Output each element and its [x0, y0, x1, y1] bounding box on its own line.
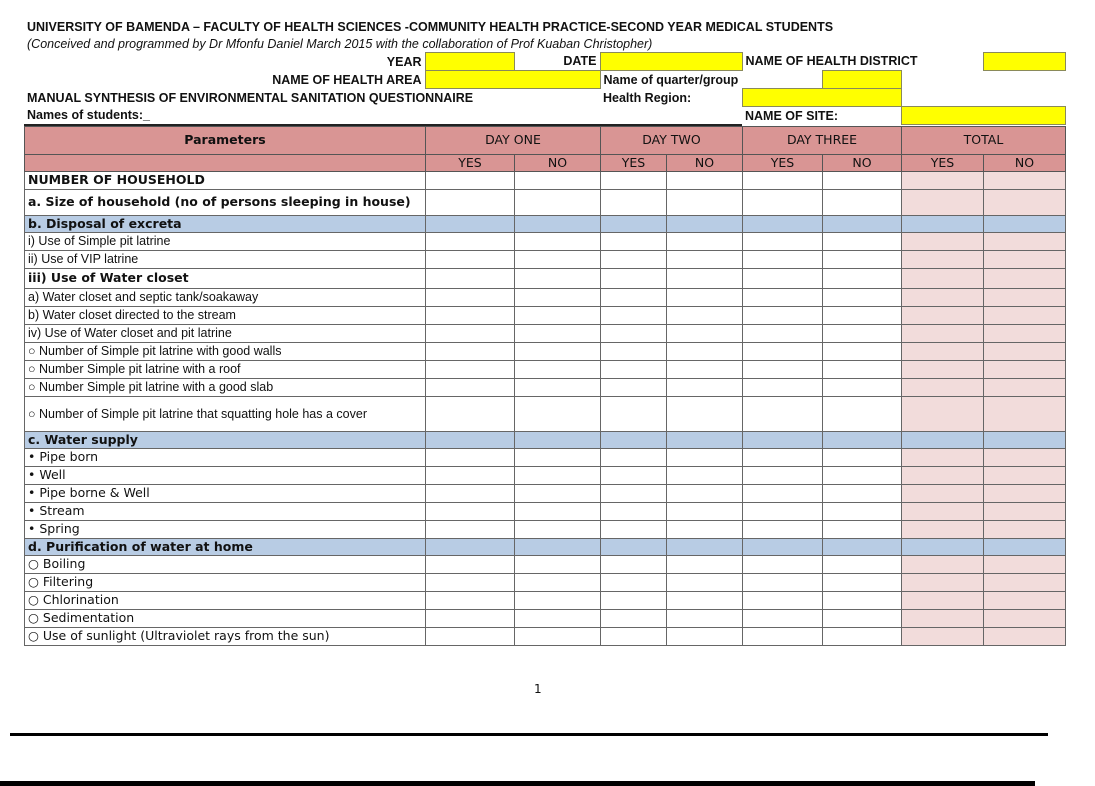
entry-cell[interactable]: [515, 360, 601, 378]
entry-cell[interactable]: [823, 591, 902, 609]
entry-cell[interactable]: [823, 609, 902, 627]
entry-cell[interactable]: [426, 232, 515, 250]
entry-cell[interactable]: [667, 502, 743, 520]
total-cell[interactable]: [902, 591, 984, 609]
total-cell[interactable]: [902, 288, 984, 306]
entry-cell[interactable]: [667, 306, 743, 324]
total-cell[interactable]: [984, 232, 1066, 250]
section-fill: [984, 538, 1066, 555]
yes-header: YES: [743, 154, 823, 171]
entry-cell[interactable]: [426, 396, 515, 431]
entry-cell[interactable]: [823, 520, 902, 538]
health-district-field[interactable]: [983, 53, 1065, 71]
parameter-label: • Well: [25, 466, 426, 484]
parameter-label: b) Water closet directed to the stream: [25, 306, 426, 324]
manual-synthesis-label: MANUAL SYNTHESIS OF ENVIRONMENTAL SANITATION QUESTIONNAIRE: [27, 90, 474, 105]
yes-header: YES: [902, 154, 984, 171]
parameter-label: ○ Chlorination: [25, 591, 426, 609]
parameter-label: iii) Use of Water closet: [25, 268, 426, 288]
health-district-label: NAME OF HEALTH DISTRICT: [745, 54, 918, 69]
entry-cell[interactable]: [426, 555, 515, 573]
entry-cell[interactable]: [667, 520, 743, 538]
entry-cell[interactable]: [667, 189, 743, 215]
yes-header: YES: [601, 154, 667, 171]
entry-cell[interactable]: [743, 360, 823, 378]
total-cell[interactable]: [984, 573, 1066, 591]
section-fill: [743, 538, 823, 555]
entry-cell[interactable]: [515, 171, 601, 189]
parameter-label: ○ Filtering: [25, 573, 426, 591]
entry-cell[interactable]: [743, 520, 823, 538]
total-cell[interactable]: [984, 396, 1066, 431]
parameters-header: Parameters: [25, 126, 426, 154]
parameter-label: i) Use of Simple pit latrine: [25, 232, 426, 250]
entry-cell[interactable]: [426, 573, 515, 591]
entry-cell[interactable]: [601, 232, 667, 250]
total-cell[interactable]: [902, 484, 984, 502]
total-cell[interactable]: [984, 448, 1066, 466]
entry-cell[interactable]: [743, 627, 823, 645]
entry-cell[interactable]: [601, 268, 667, 288]
table-row: [25, 324, 1066, 342]
parameter-label: iv) Use of Water closet and pit latrine: [25, 324, 426, 342]
section-fill: [743, 215, 823, 232]
entry-cell[interactable]: [823, 324, 902, 342]
table-row: [25, 306, 1066, 324]
entry-cell[interactable]: [667, 555, 743, 573]
health-region-field[interactable]: [742, 89, 901, 107]
section-fill: [667, 538, 743, 555]
entry-cell[interactable]: [743, 609, 823, 627]
total-cell[interactable]: [984, 268, 1066, 288]
entry-cell[interactable]: [667, 171, 743, 189]
entry-cell[interactable]: [601, 171, 667, 189]
entry-cell[interactable]: [823, 360, 902, 378]
parameter-label: • Spring: [25, 520, 426, 538]
parameter-label: a. Size of household (no of persons sleeping in house): [25, 189, 426, 215]
section-fill: [515, 215, 601, 232]
parameter-label: NUMBER OF HOUSEHOLD: [25, 171, 426, 189]
section-fill: [902, 215, 984, 232]
entry-cell[interactable]: [823, 268, 902, 288]
parameter-label: ○ Sedimentation: [25, 609, 426, 627]
entry-cell[interactable]: [743, 268, 823, 288]
students-names-label: Names of students:_: [24, 107, 742, 125]
parameter-label: a) Water closet and septic tank/soakaway: [25, 288, 426, 306]
table-row: [25, 538, 1066, 555]
entry-cell[interactable]: [823, 288, 902, 306]
entry-cell[interactable]: [426, 627, 515, 645]
quarter-group-label: Name of quarter/group: [603, 72, 739, 87]
entry-cell[interactable]: [426, 360, 515, 378]
total-cell[interactable]: [902, 268, 984, 288]
table-row: [25, 484, 1066, 502]
entry-cell[interactable]: [667, 591, 743, 609]
yes-header: YES: [426, 154, 515, 171]
entry-cell[interactable]: [743, 324, 823, 342]
entry-cell[interactable]: [515, 573, 601, 591]
entry-cell[interactable]: [515, 396, 601, 431]
health-region-label: Health Region:: [603, 90, 692, 105]
entry-cell[interactable]: [426, 466, 515, 484]
total-cell[interactable]: [902, 342, 984, 360]
entry-cell[interactable]: [667, 609, 743, 627]
entry-cell[interactable]: [823, 484, 902, 502]
section-fill: [902, 538, 984, 555]
entry-cell[interactable]: [515, 484, 601, 502]
entry-cell[interactable]: [743, 288, 823, 306]
form-title: UNIVERSITY OF BAMENDA – FACULTY OF HEALTH SCIENCES -COMMUNITY HEALTH PRACTICE-SECOND YEAR MEDICAL STUDENTS: [27, 19, 834, 34]
entry-cell[interactable]: [823, 466, 902, 484]
table-row: [25, 627, 1066, 645]
total-cell[interactable]: [902, 573, 984, 591]
total-cell[interactable]: [902, 448, 984, 466]
total-cell[interactable]: [902, 520, 984, 538]
entry-cell[interactable]: [515, 591, 601, 609]
entry-cell[interactable]: [426, 502, 515, 520]
entry-cell[interactable]: [667, 378, 743, 396]
entry-cell[interactable]: [601, 189, 667, 215]
entry-cell[interactable]: [823, 378, 902, 396]
total-cell[interactable]: [984, 555, 1066, 573]
table-row: [25, 189, 1066, 215]
entry-cell[interactable]: [823, 396, 902, 431]
no-header: NO: [984, 154, 1066, 171]
day-one-header: DAY ONE: [426, 126, 601, 154]
total-cell[interactable]: [984, 378, 1066, 396]
entry-cell[interactable]: [823, 573, 902, 591]
entry-cell[interactable]: [601, 360, 667, 378]
entry-cell[interactable]: [823, 232, 902, 250]
entry-cell[interactable]: [426, 306, 515, 324]
total-cell[interactable]: [902, 189, 984, 215]
year-field[interactable]: [425, 53, 514, 71]
sanitation-form: [24, 18, 1065, 646]
total-cell[interactable]: [984, 306, 1066, 324]
entry-cell[interactable]: [426, 609, 515, 627]
total-cell[interactable]: [902, 627, 984, 645]
entry-cell[interactable]: [601, 378, 667, 396]
entry-cell[interactable]: [743, 484, 823, 502]
entry-cell[interactable]: [515, 324, 601, 342]
table-row: [25, 431, 1066, 448]
entry-cell[interactable]: [515, 250, 601, 268]
section-fill: [601, 431, 667, 448]
entry-cell[interactable]: [743, 396, 823, 431]
total-cell[interactable]: [984, 360, 1066, 378]
entry-cell[interactable]: [426, 378, 515, 396]
total-cell[interactable]: [902, 396, 984, 431]
entry-cell[interactable]: [743, 573, 823, 591]
entry-cell[interactable]: [823, 171, 902, 189]
entry-cell[interactable]: [601, 466, 667, 484]
total-cell[interactable]: [902, 555, 984, 573]
section-fill: [426, 431, 515, 448]
total-cell[interactable]: [984, 324, 1066, 342]
entry-cell[interactable]: [743, 189, 823, 215]
total-cell[interactable]: [984, 342, 1066, 360]
entry-cell[interactable]: [667, 342, 743, 360]
total-cell[interactable]: [984, 250, 1066, 268]
parameters-table: [24, 126, 1066, 646]
parameter-label: d. Purification of water at home: [25, 538, 426, 555]
entry-cell[interactable]: [515, 189, 601, 215]
form-header-table: [24, 18, 1066, 126]
entry-cell[interactable]: [743, 378, 823, 396]
total-cell[interactable]: [984, 484, 1066, 502]
total-cell[interactable]: [984, 502, 1066, 520]
entry-cell[interactable]: [667, 324, 743, 342]
section-fill: [823, 215, 902, 232]
section-fill: [823, 538, 902, 555]
section-fill: [601, 538, 667, 555]
parameter-label: ○ Number Simple pit latrine with a good slab: [25, 378, 426, 396]
separator-line: [0, 781, 1035, 786]
total-cell[interactable]: [902, 502, 984, 520]
parameter-label: • Pipe borne & Well: [25, 484, 426, 502]
entry-cell[interactable]: [667, 627, 743, 645]
health-area-label: NAME OF HEALTH AREA: [272, 72, 422, 87]
table-row: [25, 448, 1066, 466]
table-row: [25, 378, 1066, 396]
section-fill: [743, 431, 823, 448]
entry-cell[interactable]: [667, 288, 743, 306]
parameter-label: ○ Boiling: [25, 555, 426, 573]
entry-cell[interactable]: [743, 250, 823, 268]
total-cell[interactable]: [902, 232, 984, 250]
section-fill: [601, 215, 667, 232]
total-cell[interactable]: [984, 171, 1066, 189]
entry-cell[interactable]: [601, 573, 667, 591]
total-header: TOTAL: [902, 126, 1066, 154]
entry-cell[interactable]: [515, 342, 601, 360]
table-row: [25, 360, 1066, 378]
total-cell[interactable]: [902, 324, 984, 342]
parameter-label: • Stream: [25, 502, 426, 520]
entry-cell[interactable]: [743, 555, 823, 573]
entry-cell[interactable]: [515, 232, 601, 250]
entry-cell[interactable]: [743, 591, 823, 609]
year-label: YEAR: [386, 54, 422, 69]
entry-cell[interactable]: [601, 306, 667, 324]
entry-cell[interactable]: [515, 609, 601, 627]
entry-cell[interactable]: [743, 342, 823, 360]
entry-cell[interactable]: [823, 627, 902, 645]
date-field[interactable]: [600, 53, 742, 71]
entry-cell[interactable]: [743, 448, 823, 466]
table-row: [25, 396, 1066, 431]
day-two-header: DAY TWO: [601, 126, 743, 154]
total-cell[interactable]: [902, 466, 984, 484]
entry-cell[interactable]: [667, 268, 743, 288]
entry-cell[interactable]: [515, 378, 601, 396]
entry-cell[interactable]: [426, 171, 515, 189]
parameter-label: ii) Use of VIP latrine: [25, 250, 426, 268]
day-three-header: DAY THREE: [743, 126, 902, 154]
parameter-label: b. Disposal of excreta: [25, 215, 426, 232]
section-fill: [823, 431, 902, 448]
quarter-group-field[interactable]: [822, 71, 901, 89]
table-row: [25, 288, 1066, 306]
entry-cell[interactable]: [515, 555, 601, 573]
entry-cell[interactable]: [601, 591, 667, 609]
entry-cell[interactable]: [515, 448, 601, 466]
entry-cell[interactable]: [823, 555, 902, 573]
entry-cell[interactable]: [601, 250, 667, 268]
entry-cell[interactable]: [667, 573, 743, 591]
entry-cell[interactable]: [515, 268, 601, 288]
no-header: NO: [515, 154, 601, 171]
entry-cell[interactable]: [823, 189, 902, 215]
entry-cell[interactable]: [601, 520, 667, 538]
entry-cell[interactable]: [667, 448, 743, 466]
entry-cell[interactable]: [823, 250, 902, 268]
table-row: [25, 232, 1066, 250]
entry-cell[interactable]: [601, 396, 667, 431]
table-row: [25, 215, 1066, 232]
entry-cell[interactable]: [426, 288, 515, 306]
section-fill: [426, 538, 515, 555]
entry-cell[interactable]: [601, 609, 667, 627]
entry-cell[interactable]: [823, 502, 902, 520]
site-name-field[interactable]: [901, 107, 1065, 125]
no-header: NO: [823, 154, 902, 171]
entry-cell[interactable]: [667, 466, 743, 484]
parameter-label: ○ Number Simple pit latrine with a roof: [25, 360, 426, 378]
parameters-body: [25, 171, 1066, 645]
entry-cell[interactable]: [601, 555, 667, 573]
entry-cell[interactable]: [823, 342, 902, 360]
parameter-label: c. Water supply: [25, 431, 426, 448]
total-cell[interactable]: [984, 288, 1066, 306]
entry-cell[interactable]: [743, 171, 823, 189]
entry-cell[interactable]: [743, 306, 823, 324]
total-cell[interactable]: [902, 378, 984, 396]
table-row: [25, 502, 1066, 520]
table-row: [25, 466, 1066, 484]
page-number: 1: [534, 682, 542, 696]
table-row: [25, 171, 1066, 189]
entry-cell[interactable]: [515, 288, 601, 306]
entry-cell[interactable]: [601, 484, 667, 502]
section-fill: [426, 215, 515, 232]
parameter-label: ○ Use of sunlight (Ultraviolet rays from the sun): [25, 627, 426, 645]
section-fill: [902, 431, 984, 448]
entry-cell[interactable]: [823, 448, 902, 466]
table-row: [25, 268, 1066, 288]
entry-cell[interactable]: [426, 268, 515, 288]
total-cell[interactable]: [902, 306, 984, 324]
parameter-label: • Pipe born: [25, 448, 426, 466]
entry-cell[interactable]: [823, 306, 902, 324]
section-fill: [984, 215, 1066, 232]
total-cell[interactable]: [984, 466, 1066, 484]
total-cell[interactable]: [984, 591, 1066, 609]
entry-cell[interactable]: [426, 324, 515, 342]
entry-cell[interactable]: [743, 466, 823, 484]
table-row: [25, 520, 1066, 538]
entry-cell[interactable]: [601, 324, 667, 342]
entry-cell[interactable]: [601, 502, 667, 520]
table-row: [25, 555, 1066, 573]
entry-cell[interactable]: [601, 288, 667, 306]
health-area-field[interactable]: [425, 71, 600, 89]
parameter-label: ○ Number of Simple pit latrine with good walls: [25, 342, 426, 360]
entry-cell[interactable]: [667, 250, 743, 268]
total-cell[interactable]: [902, 250, 984, 268]
entry-cell[interactable]: [601, 627, 667, 645]
table-row: [25, 609, 1066, 627]
entry-cell[interactable]: [601, 342, 667, 360]
entry-cell[interactable]: [426, 520, 515, 538]
entry-cell[interactable]: [426, 250, 515, 268]
table-row: [25, 342, 1066, 360]
entry-cell[interactable]: [426, 591, 515, 609]
table-row: [25, 250, 1066, 268]
entry-cell[interactable]: [426, 448, 515, 466]
entry-cell[interactable]: [743, 502, 823, 520]
entry-cell[interactable]: [601, 448, 667, 466]
parameter-label: ○ Number of Simple pit latrine that squatting hole has a cover: [25, 396, 426, 431]
date-label: DATE: [563, 54, 597, 69]
total-cell[interactable]: [984, 627, 1066, 645]
entry-cell[interactable]: [515, 627, 601, 645]
entry-cell[interactable]: [667, 360, 743, 378]
entry-cell[interactable]: [667, 484, 743, 502]
total-cell[interactable]: [984, 609, 1066, 627]
entry-cell[interactable]: [515, 520, 601, 538]
entry-cell[interactable]: [667, 232, 743, 250]
total-cell[interactable]: [902, 360, 984, 378]
table-row: [25, 591, 1066, 609]
entry-cell[interactable]: [515, 466, 601, 484]
total-cell[interactable]: [902, 171, 984, 189]
section-fill: [515, 431, 601, 448]
section-fill: [667, 431, 743, 448]
entry-cell[interactable]: [667, 396, 743, 431]
total-cell[interactable]: [984, 189, 1066, 215]
section-fill: [667, 215, 743, 232]
section-fill: [515, 538, 601, 555]
entry-cell[interactable]: [426, 189, 515, 215]
table-row: [25, 573, 1066, 591]
total-cell[interactable]: [984, 520, 1066, 538]
site-name-label: NAME OF SITE:: [745, 108, 839, 123]
entry-cell[interactable]: [743, 232, 823, 250]
entry-cell[interactable]: [515, 306, 601, 324]
separator-line: [10, 733, 1048, 736]
entry-cell[interactable]: [515, 502, 601, 520]
entry-cell[interactable]: [426, 342, 515, 360]
no-header: NO: [667, 154, 743, 171]
entry-cell[interactable]: [426, 484, 515, 502]
section-fill: [984, 431, 1066, 448]
total-cell[interactable]: [902, 609, 984, 627]
form-credit: (Conceived and programmed by Dr Mfonfu Daniel March 2015 with the collaboration of Prof Kuaban Christopher): [27, 36, 653, 51]
